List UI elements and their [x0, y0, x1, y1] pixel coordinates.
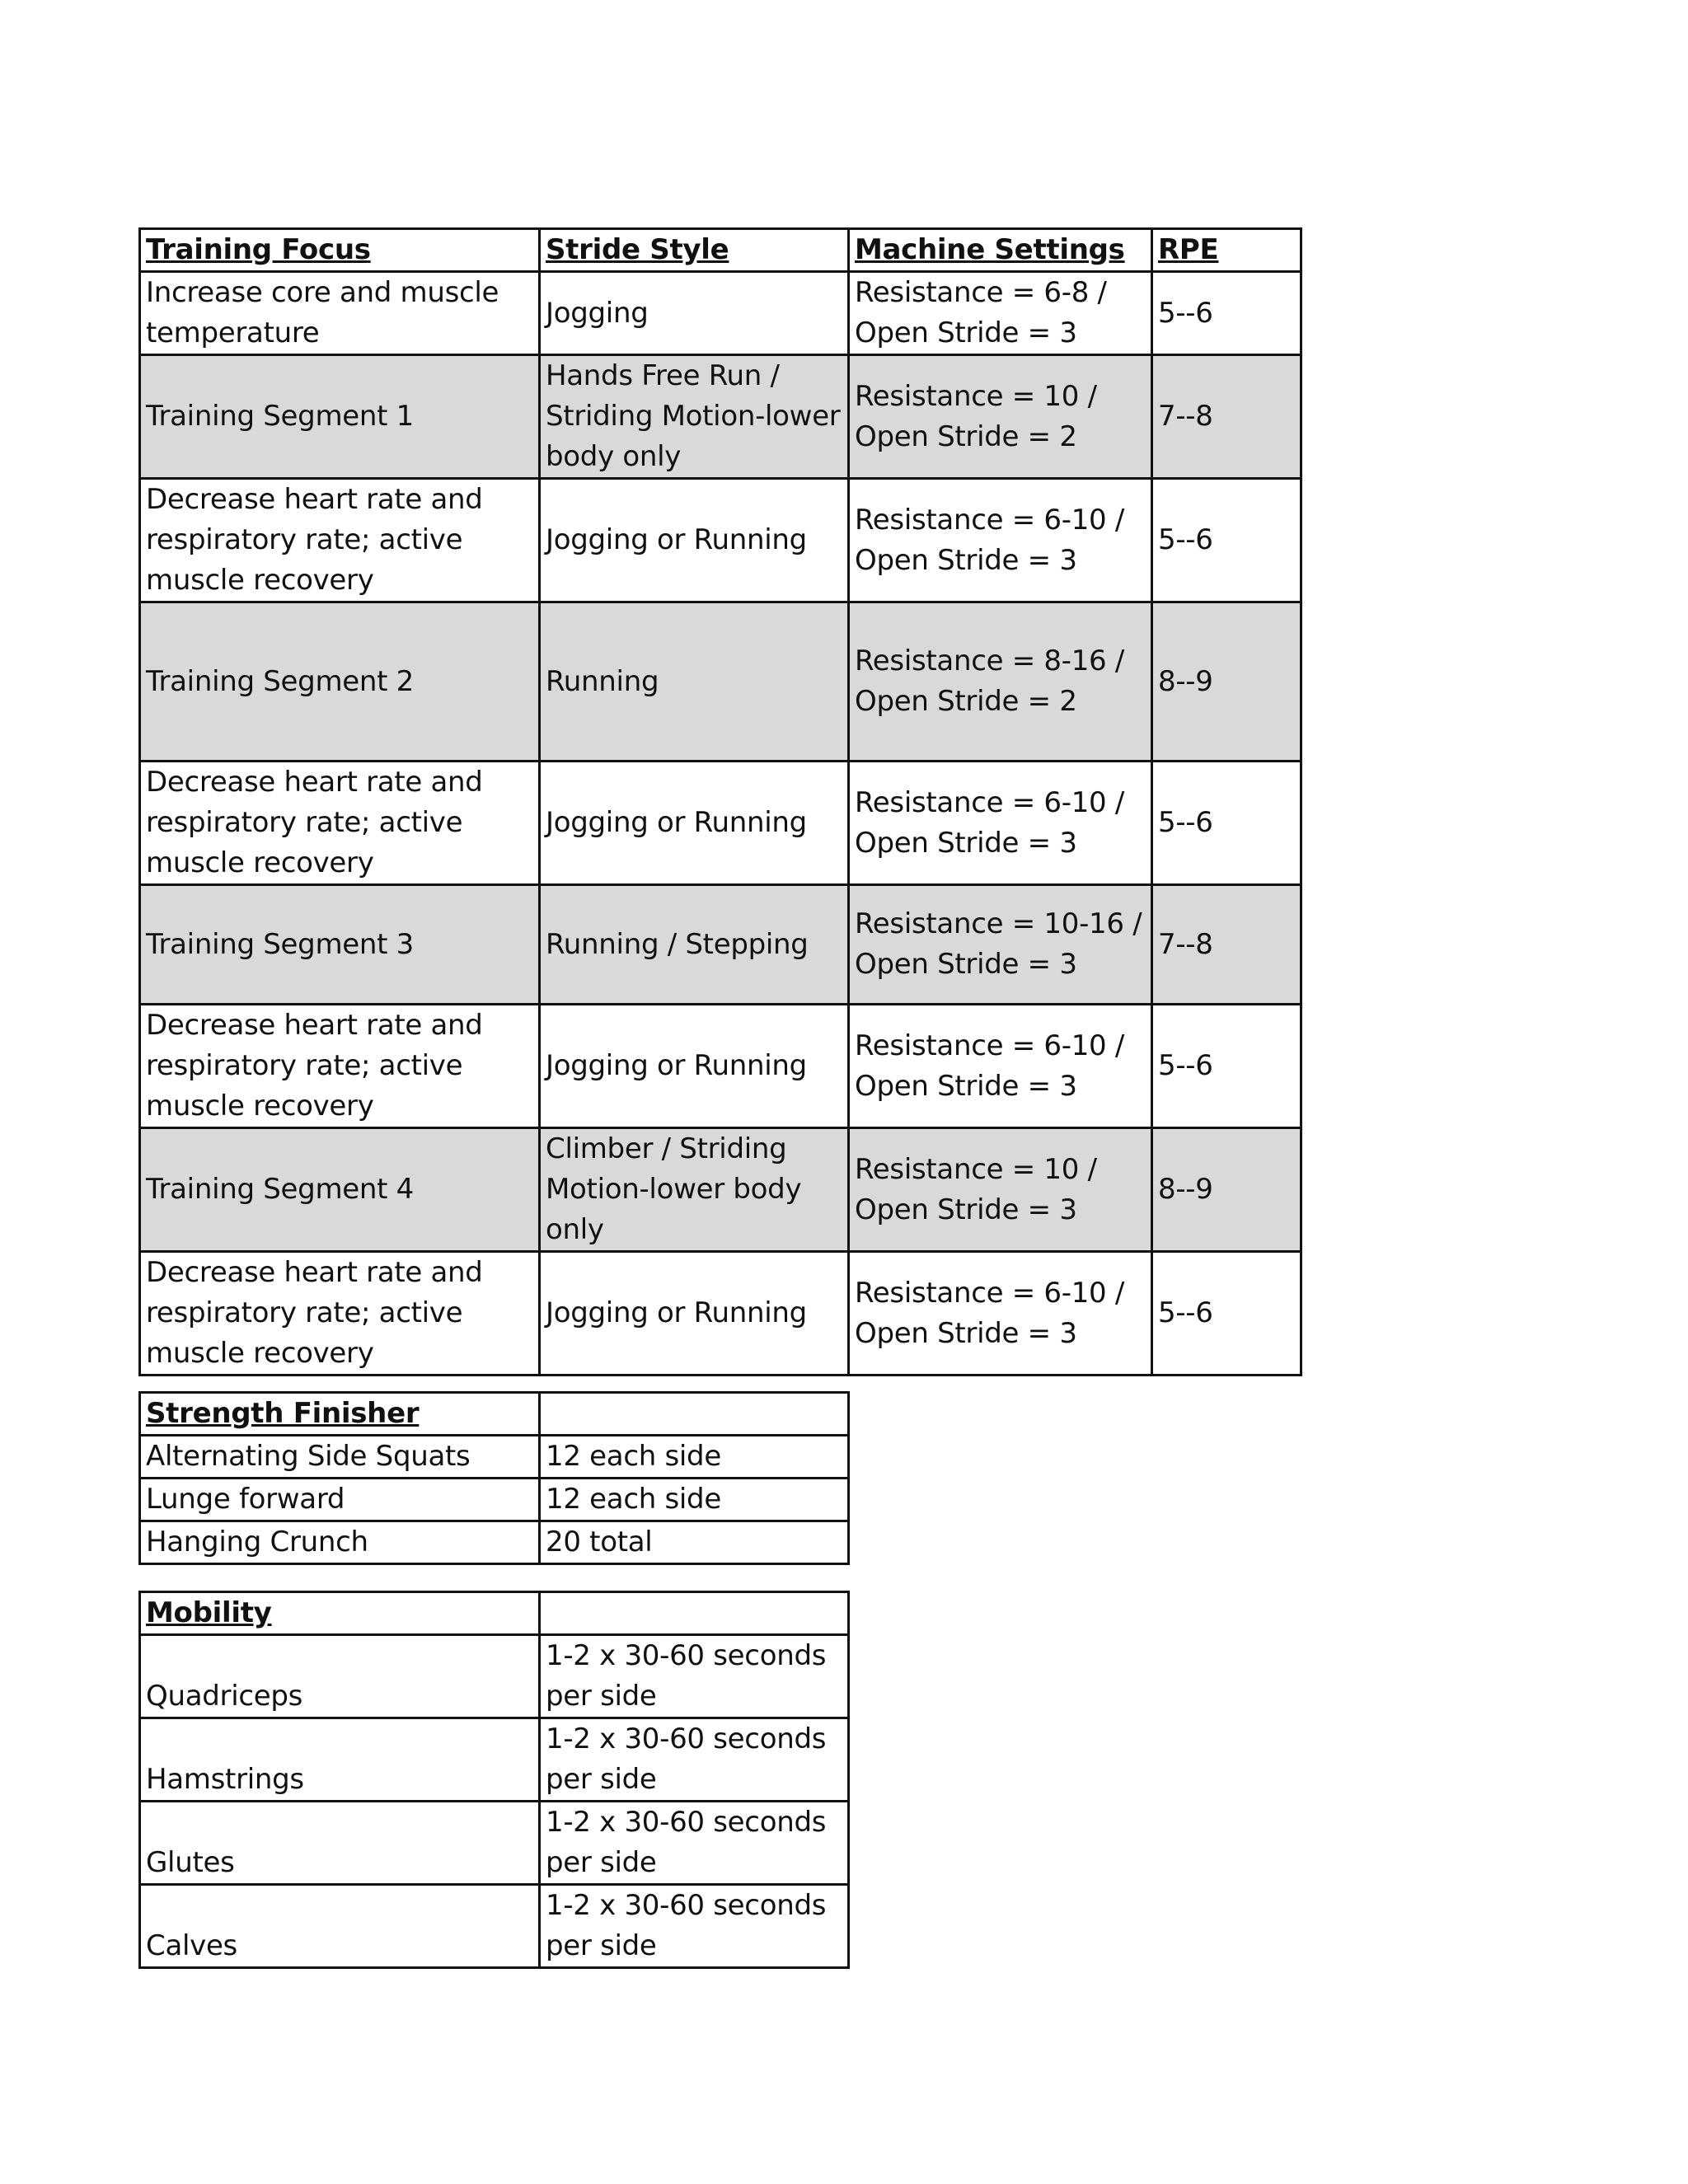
exercise-cell: Hanging Crunch — [140, 1521, 540, 1564]
table-row — [140, 1718, 849, 1802]
table-row — [140, 1436, 849, 1479]
stride-style-cell: Climber / Striding Motion-lower body only — [540, 1128, 849, 1252]
machine-settings-cell: Resistance = 6-10 / Open Stride = 3 — [849, 1005, 1152, 1128]
stride-style-cell: Running — [540, 602, 849, 762]
exercise-cell: Lunge forward — [140, 1479, 540, 1521]
training-focus-cell: Increase core and muscle temperature — [140, 272, 540, 355]
header-stride-style: Stride Style — [540, 229, 849, 272]
table-row — [140, 1128, 1301, 1252]
table-row — [140, 272, 1301, 355]
table-header-row — [140, 1393, 849, 1436]
strength-finisher-table — [138, 1391, 850, 1565]
rpe-cell: 5--6 — [1152, 479, 1301, 602]
training-focus-cell: Decrease heart rate and respiratory rate; active muscle recovery — [140, 1005, 540, 1128]
mobility-table — [138, 1591, 850, 1969]
table-row — [140, 1479, 849, 1521]
rpe-cell: 7--8 — [1152, 885, 1301, 1005]
rpe-cell: 8--9 — [1152, 602, 1301, 762]
training-focus-cell: Decrease heart rate and respiratory rate; active muscle recovery — [140, 1252, 540, 1376]
table-row — [140, 602, 1301, 762]
machine-settings-cell: Resistance = 8-16 / Open Stride = 2 — [849, 602, 1152, 762]
amount-cell: 1-2 x 30-60 seconds per side — [540, 1885, 849, 1968]
muscle-cell: Glutes — [140, 1802, 540, 1885]
machine-settings-cell: Resistance = 6-8 / Open Stride = 3 — [849, 272, 1152, 355]
table-header-row — [140, 229, 1301, 272]
training-focus-cell: Training Segment 1 — [140, 355, 540, 479]
table-row — [140, 1635, 849, 1718]
stride-style-cell: Jogging or Running — [540, 479, 849, 602]
machine-settings-cell: Resistance = 6-10 / Open Stride = 3 — [849, 1252, 1152, 1376]
stride-style-cell: Jogging — [540, 272, 849, 355]
table-row — [140, 1521, 849, 1564]
strength-finisher-header: Strength Finisher — [140, 1393, 540, 1436]
amount-cell: 1-2 x 30-60 seconds per side — [540, 1718, 849, 1802]
amount-cell: 1-2 x 30-60 seconds per side — [540, 1635, 849, 1718]
training-focus-cell: Decrease heart rate and respiratory rate; active muscle recovery — [140, 479, 540, 602]
header-rpe: RPE — [1152, 229, 1301, 272]
amount-cell: 1-2 x 30-60 seconds per side — [540, 1802, 849, 1885]
stride-style-cell: Running / Stepping — [540, 885, 849, 1005]
rpe-cell: 5--6 — [1152, 272, 1301, 355]
amount-cell: 12 each side — [540, 1436, 849, 1479]
training-focus-cell: Training Segment 4 — [140, 1128, 540, 1252]
training-focus-cell: Decrease heart rate and respiratory rate; active muscle recovery — [140, 762, 540, 885]
machine-settings-cell: Resistance = 10 / Open Stride = 3 — [849, 1128, 1152, 1252]
table-row — [140, 1252, 1301, 1376]
machine-settings-cell: Resistance = 6-10 / Open Stride = 3 — [849, 479, 1152, 602]
rpe-cell: 8--9 — [1152, 1128, 1301, 1252]
training-focus-cell: Training Segment 3 — [140, 885, 540, 1005]
stride-style-cell: Hands Free Run / Striding Motion-lower body only — [540, 355, 849, 479]
rpe-cell: 5--6 — [1152, 1005, 1301, 1128]
empty-header-cell — [540, 1393, 849, 1436]
machine-settings-cell: Resistance = 10-16 / Open Stride = 3 — [849, 885, 1152, 1005]
header-machine-settings: Machine Settings — [849, 229, 1152, 272]
rpe-cell: 5--6 — [1152, 762, 1301, 885]
table-row — [140, 1885, 849, 1968]
muscle-cell: Calves — [140, 1885, 540, 1968]
empty-header-cell — [540, 1592, 849, 1635]
muscle-cell: Quadriceps — [140, 1635, 540, 1718]
stride-style-cell: Jogging or Running — [540, 1252, 849, 1376]
table-row — [140, 1802, 849, 1885]
training-table — [138, 227, 1302, 1376]
amount-cell: 20 total — [540, 1521, 849, 1564]
table-row — [140, 885, 1301, 1005]
machine-settings-cell: Resistance = 6-10 / Open Stride = 3 — [849, 762, 1152, 885]
exercise-cell: Alternating Side Squats — [140, 1436, 540, 1479]
stride-style-cell: Jogging or Running — [540, 762, 849, 885]
training-focus-cell: Training Segment 2 — [140, 602, 540, 762]
rpe-cell: 7--8 — [1152, 355, 1301, 479]
rpe-cell: 5--6 — [1152, 1252, 1301, 1376]
table-row — [140, 479, 1301, 602]
muscle-cell: Hamstrings — [140, 1718, 540, 1802]
header-training-focus: Training Focus — [140, 229, 540, 272]
machine-settings-cell: Resistance = 10 / Open Stride = 2 — [849, 355, 1152, 479]
mobility-header: Mobility — [140, 1592, 540, 1635]
table-row — [140, 1005, 1301, 1128]
amount-cell: 12 each side — [540, 1479, 849, 1521]
table-header-row — [140, 1592, 849, 1635]
table-row — [140, 355, 1301, 479]
table-row — [140, 762, 1301, 885]
stride-style-cell: Jogging or Running — [540, 1005, 849, 1128]
